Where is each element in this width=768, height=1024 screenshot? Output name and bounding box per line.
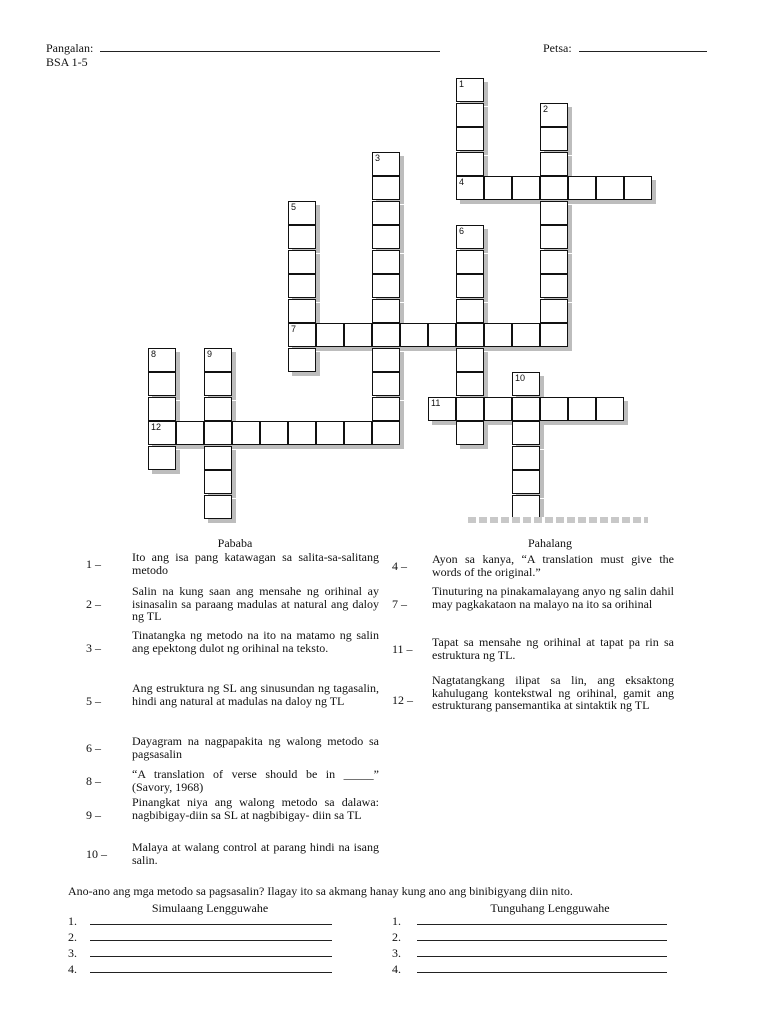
clue-item-text: Nagtatangkang ilipat sa lin, ang eksaktong kahulugang kontekstwal ng orihinal, gamit ang estrukturang pansemantika at sintaktik ng TL [432, 673, 674, 712]
name-label: Pangalan: [46, 41, 94, 55]
answer-number: 3. [392, 946, 401, 960]
clue-item-number: 6 – [86, 740, 101, 755]
crossword-cell[interactable] [456, 78, 484, 102]
crossword-cell[interactable] [512, 323, 540, 347]
crossword-cell[interactable] [372, 250, 400, 274]
clue-item-text: Tapat sa mensahe ng orihinal at tapat pa rin sa estruktura ng TL. [432, 635, 674, 662]
crossword-cell[interactable] [456, 176, 484, 200]
crossword-cell[interactable] [512, 176, 540, 200]
answer-blank[interactable] [417, 972, 667, 973]
clue-item-number: 3 – [86, 640, 101, 655]
date-label: Petsa: [543, 41, 572, 55]
answer-blank[interactable] [90, 924, 332, 925]
crossword-cell[interactable] [316, 421, 344, 445]
crossword-cell[interactable] [344, 421, 372, 445]
puzzle-credit-text [468, 517, 648, 523]
target-language-title: Tunguhang Lengguwahe [490, 901, 610, 915]
crossword-cell[interactable] [204, 421, 232, 445]
crossword-cell[interactable] [288, 348, 316, 372]
answer-number: 3. [68, 946, 77, 960]
clue-number: 11 [431, 397, 441, 408]
crossword-cell[interactable] [540, 397, 568, 421]
crossword-cell[interactable] [540, 323, 568, 347]
question-text: Ano-ano ang mga metodo sa pagsasalin? Ilagay ito sa akmang hanay kung ano ang binibigyang diin nito. [68, 884, 573, 898]
crossword-cell[interactable] [456, 152, 484, 176]
answer-blank[interactable] [417, 956, 667, 957]
crossword-cell[interactable] [372, 274, 400, 298]
answer-blank[interactable] [90, 972, 332, 973]
crossword-cell[interactable] [512, 372, 540, 396]
crossword-cell[interactable] [540, 103, 568, 127]
clue-item-number: 12 – [392, 692, 413, 707]
crossword-cell[interactable] [372, 152, 400, 176]
crossword-cell[interactable] [428, 397, 456, 421]
crossword-cell[interactable] [512, 495, 540, 519]
across-clues-title: Pahalang [528, 536, 572, 550]
crossword-cell[interactable] [456, 421, 484, 445]
answer-number: 2. [68, 930, 77, 944]
clue-item-number: 4 – [392, 558, 407, 573]
clue-number: 12 [151, 422, 162, 432]
crossword-cell[interactable] [288, 421, 316, 445]
crossword-cell[interactable] [148, 446, 176, 470]
answer-blank[interactable] [417, 924, 667, 925]
answer-line[interactable] [68, 962, 77, 976]
crossword-cell[interactable] [372, 421, 400, 445]
crossword-cell[interactable] [456, 397, 484, 421]
answer-number: 1. [392, 914, 401, 928]
crossword-cell[interactable] [512, 446, 540, 470]
crossword-cell[interactable] [176, 421, 204, 445]
clue-item-text: Ito ang isa pang katawagan sa salita-sa-salitang metodo [132, 550, 379, 577]
crossword-cell[interactable] [484, 323, 512, 347]
clue-number: 1 [459, 79, 465, 89]
clue-item-number: 1 – [86, 556, 101, 571]
crossword-cell[interactable] [372, 299, 400, 323]
answer-blank[interactable] [417, 940, 667, 941]
answer-line[interactable] [392, 914, 401, 928]
crossword-cell[interactable] [456, 299, 484, 323]
clue-item-text: Malaya at walang control at parang hindi na isang salin. [132, 840, 379, 867]
clue-item-text: Tinuturing na pinakamalayang anyo ng salin dahil may pagkakataon na malayo na ito sa orihinal [432, 584, 674, 611]
clue-item-text: Ang estruktura ng SL ang sinusundan ng tagasalin, hindi ang natural at madulas na daloy ng TL [132, 681, 379, 708]
answer-line[interactable] [68, 914, 77, 928]
crossword-cell[interactable] [372, 225, 400, 249]
crossword-cell[interactable] [456, 127, 484, 151]
answer-line[interactable] [392, 946, 401, 960]
crossword-cell[interactable] [288, 299, 316, 323]
crossword-cell[interactable] [540, 250, 568, 274]
clue-item-number: 8 – [86, 773, 101, 788]
crossword-cell[interactable] [540, 274, 568, 298]
crossword-cell[interactable] [148, 397, 176, 421]
crossword-cell[interactable] [512, 470, 540, 494]
answer-number: 2. [392, 930, 401, 944]
crossword-cell[interactable] [288, 250, 316, 274]
crossword-cell[interactable] [204, 397, 232, 421]
date-field[interactable] [543, 41, 707, 55]
crossword-cell[interactable] [372, 348, 400, 372]
crossword-cell[interactable] [288, 323, 316, 347]
crossword-cell[interactable] [400, 323, 428, 347]
crossword-cell[interactable] [204, 495, 232, 519]
clue-item-text: Tinatangka ng metodo na ito na matamo ng salin ang epektong dulot ng orihinal na teksto. [132, 628, 379, 655]
crossword-cell[interactable] [456, 250, 484, 274]
clue-number: 9 [207, 348, 213, 359]
crossword-cell[interactable] [624, 176, 652, 200]
crossword-cell[interactable] [596, 176, 624, 200]
crossword-cell[interactable] [484, 397, 512, 421]
clue-number: 10 [515, 373, 526, 383]
crossword-cell[interactable] [260, 421, 288, 445]
crossword-cell[interactable] [456, 372, 484, 396]
crossword-cell[interactable] [148, 421, 176, 445]
clue-item-text: Ayon sa kanya, “A translation must give the words of the original.” [432, 552, 674, 579]
answer-line[interactable] [68, 930, 77, 944]
crossword-cell[interactable] [596, 397, 624, 421]
crossword-cell[interactable] [428, 323, 456, 347]
clue-item-text: Dayagram na nagpapakita ng walong metodo sa pagsasalin [132, 734, 379, 761]
crossword-cell[interactable] [512, 397, 540, 421]
crossword-cell[interactable] [372, 372, 400, 396]
clue-number: 2 [543, 103, 549, 114]
answer-blank[interactable] [90, 956, 332, 957]
clue-item-text: “A translation of verse should be in _____” (Savory, 1968) [132, 767, 379, 794]
clue-item-text: Salin na kung saan ang mensahe ng orihinal ay isinasalin sa paraang madulas at natural ang daloy ng TL [132, 584, 379, 623]
crossword-cell[interactable] [372, 201, 400, 225]
clue-number: 4 [459, 177, 465, 187]
answer-number: 1. [68, 914, 77, 928]
crossword-cell[interactable] [540, 225, 568, 249]
crossword-cell[interactable] [372, 397, 400, 421]
crossword-cell[interactable] [456, 274, 484, 298]
crossword-cell[interactable] [288, 274, 316, 298]
answer-number: 4. [68, 962, 77, 976]
clue-number: 8 [151, 348, 157, 359]
clue-item-text: Pinangkat niya ang walong metodo sa dalawa: nagbibigay-diin sa SL at nagbibigay- diin sa TL [132, 795, 379, 822]
crossword-cell[interactable] [540, 299, 568, 323]
crossword-cell[interactable] [512, 421, 540, 445]
crossword-cell[interactable] [372, 176, 400, 200]
crossword-cell[interactable] [288, 225, 316, 249]
crossword-cell[interactable] [456, 103, 484, 127]
source-language-title: Simulaang Lengguwahe [151, 901, 269, 915]
clue-item-number: 9 – [86, 807, 101, 822]
crossword-cell[interactable] [568, 397, 596, 421]
crossword-cell[interactable] [456, 323, 484, 347]
crossword-cell[interactable] [456, 225, 484, 249]
crossword-cell[interactable] [204, 372, 232, 396]
crossword-cell[interactable] [232, 421, 260, 445]
crossword-cell[interactable] [568, 176, 596, 200]
clue-item-number: 7 – [392, 596, 407, 611]
date-line[interactable] [579, 41, 707, 52]
down-clues-title: Pababa [217, 536, 253, 550]
crossword-cell[interactable] [344, 323, 372, 347]
crossword-cell[interactable] [540, 127, 568, 151]
section-label: BSA 1-5 [46, 55, 88, 69]
crossword-cell[interactable] [540, 152, 568, 176]
answer-line[interactable] [392, 962, 401, 976]
clue-number: 3 [375, 152, 381, 163]
crossword-cell[interactable] [456, 348, 484, 372]
name-line[interactable] [100, 41, 440, 52]
crossword-cell[interactable] [148, 348, 176, 372]
name-field[interactable] [46, 41, 440, 55]
crossword-cell[interactable] [484, 176, 512, 200]
crossword-cell[interactable] [204, 446, 232, 470]
crossword-cell[interactable] [204, 348, 232, 372]
crossword-cell[interactable] [540, 176, 568, 200]
answer-line[interactable] [68, 946, 77, 960]
clue-number: 7 [291, 324, 297, 334]
clue-number: 5 [291, 201, 297, 212]
clue-item-number: 2 – [86, 596, 101, 611]
answer-number: 4. [392, 962, 401, 976]
clue-item-number: 10 – [86, 846, 107, 861]
clue-item-number: 11 – [392, 641, 413, 656]
answer-blank[interactable] [90, 940, 332, 941]
crossword-cell[interactable] [204, 470, 232, 494]
answer-line[interactable] [392, 930, 401, 944]
crossword-cell[interactable] [288, 201, 316, 225]
crossword-cell[interactable] [540, 201, 568, 225]
clue-item-number: 5 – [86, 693, 101, 708]
crossword-cell[interactable] [372, 323, 400, 347]
crossword-cell[interactable] [316, 323, 344, 347]
crossword-cell[interactable] [148, 372, 176, 396]
clue-number: 6 [459, 226, 465, 236]
